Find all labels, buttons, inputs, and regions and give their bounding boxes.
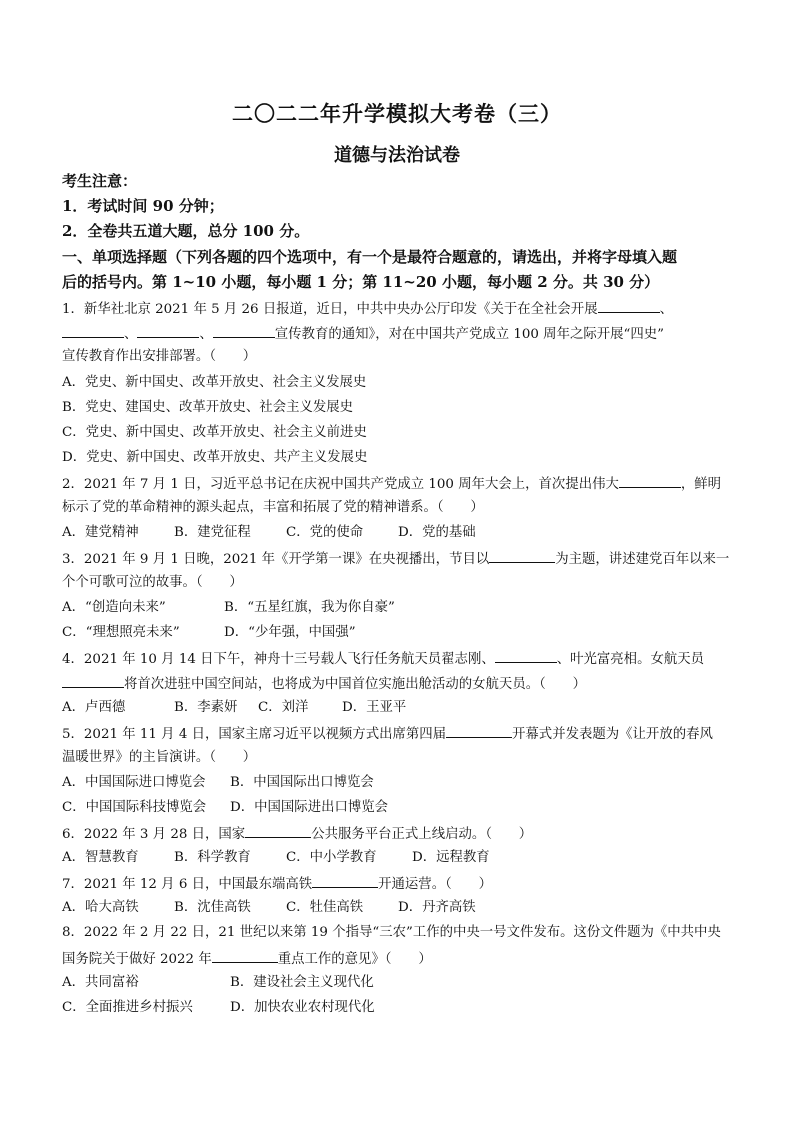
option: C．中小学教育: [286, 850, 377, 865]
options-row: [62, 899, 742, 917]
option: C．牡佳高铁: [286, 900, 364, 915]
option: C．刘洋: [258, 700, 309, 715]
option: C．党的使命: [286, 525, 364, 540]
options-row: [62, 524, 742, 542]
question-5: 5．2021 年 11 月 4 日，国家主席习近平以视频方式出席第四届 开幕式并发表题为《让开放的春风: [62, 724, 742, 744]
option: D．“少年强，中国强”: [224, 625, 356, 640]
question-2-cont: 标示了党的革命精神的源头起点，丰富和拓展了党的精神谱系。（ ）: [62, 500, 484, 515]
option: B．中国国际出口博览会: [230, 775, 374, 790]
option: A．“创造向未来”: [62, 600, 166, 615]
option: C．全面推进乡村振兴: [62, 1000, 193, 1015]
option: D．远程教育: [412, 850, 490, 865]
option: A．党史、新中国史、改革开放史、社会主义发展史: [62, 375, 367, 390]
answer-blank: [212, 949, 278, 963]
option: C．中国国际科技博览会: [62, 800, 207, 815]
option: D．丹齐高铁: [398, 900, 476, 915]
question-1-cont: 、 、 宣传教育的通知》，对在中国共产党成立 100 周年之际开展“四史”: [62, 324, 742, 344]
option: D．党的基础: [398, 525, 476, 540]
question-7: 7．2021 年 12 月 6 日，中国最东端高铁 开通运营。（ ）: [62, 874, 742, 894]
question-2: 2．2021 年 7 月 1 日，习近平总书记在庆祝中国共产党成立 100 周年大会上，首次提出伟大 ，鲜明: [62, 474, 742, 494]
option: D．中国国际进出口博览会: [230, 800, 389, 815]
option: A．建党精神: [62, 525, 139, 540]
option: D．王亚平: [342, 700, 407, 715]
question-1-cont: 宣传教育作出安排部署。（ ）: [62, 349, 257, 364]
answer-blank: [213, 324, 275, 338]
question-4: 4．2021 年 10 月 14 日下午，神舟十三号载人飞行任务航天员翟志刚、 、叶光富亮相。女航天员: [62, 649, 742, 669]
answer-blank: [245, 824, 311, 838]
notice-item: 2．全卷共五道大题，总分 100 分。: [62, 222, 310, 240]
notice-item: 1．考试时间 90 分钟；: [62, 197, 224, 215]
section-heading: 后的括号内。第 1~10 小题，每小题 1 分；第 11~20 小题，每小题 2 分。共 30 分）: [62, 273, 660, 291]
answer-blank: [489, 549, 555, 563]
question-1: 1．新华社北京 2021 年 5 月 26 日报道，近日，中共中央办公厅印发《关于在全社会开展 、: [62, 299, 742, 319]
option: A．哈大高铁: [62, 900, 139, 915]
exam-title: 二〇二二年升学模拟大考卷（三）: [232, 101, 562, 126]
option: B．建设社会主义现代化: [230, 975, 374, 990]
question-3: 3．2021 年 9 月 1 日晚，2021 年《开学第一课》在央视播出，节目以 为主题，讲述建党百年以来一: [62, 549, 742, 569]
option: A．智慧教育: [62, 850, 139, 865]
answer-blank: [62, 674, 124, 688]
question-3-cont: 个个可歌可泣的故事。（ ）: [62, 575, 243, 590]
options-row: [62, 849, 742, 867]
option: B．“五星红旗，我为你自豪”: [224, 600, 395, 615]
option: D．党史、新中国史、改革开放史、共产主义发展史: [62, 450, 368, 465]
question-4-cont: 将首次进驻中国空间站，也将成为中国首位实施出舱活动的女航天员。（ ）: [62, 674, 742, 694]
options-row: [62, 624, 742, 642]
answer-blank: [619, 474, 681, 488]
option: B．党史、建国史、改革开放史、社会主义发展史: [62, 400, 354, 415]
options-row: [62, 699, 742, 717]
option: B．李素妍: [174, 700, 238, 715]
options-row: [62, 799, 742, 817]
question-8-cont: 国务院关于做好 2022 年 重点工作的意见》（ ）: [62, 949, 742, 969]
options-row: [62, 974, 742, 992]
notice-heading: 考生注意：: [62, 172, 138, 190]
answer-blank: [137, 324, 199, 338]
question-5-cont: 温暖世界》的主旨演讲。（ ）: [62, 750, 257, 765]
option: B．科学教育: [174, 850, 251, 865]
exam-subtitle: 道德与法治试卷: [334, 145, 460, 166]
question-8: 8．2022 年 2 月 22 日，21 世纪以来第 19 个指导“三农”工作的中央一号文件发布。这份文件题为《中共中央: [62, 925, 721, 940]
option: B．沈佳高铁: [174, 900, 251, 915]
answer-blank: [62, 324, 124, 338]
options-row: [62, 999, 742, 1017]
section-heading: 一、单项选择题（下列各题的四个选项中，有一个是最符合题意的，请选出，并将字母填入题: [62, 248, 678, 266]
option: B．建党征程: [174, 525, 251, 540]
answer-blank: [312, 874, 378, 888]
option: C．“理想照亮未来”: [62, 625, 180, 640]
answer-blank: [598, 299, 660, 313]
question-6: 6．2022 年 3 月 28 日，国家 公共服务平台正式上线启动。（ ）: [62, 824, 742, 844]
answer-blank: [446, 724, 512, 738]
option: D．加快农业农村现代化: [230, 1000, 375, 1015]
options-row: [62, 599, 742, 617]
answer-blank: [495, 649, 557, 663]
option: C．党史、新中国史、改革开放史、社会主义前进史: [62, 425, 367, 440]
options-row: [62, 774, 742, 792]
option: A．中国国际进口博览会: [62, 775, 206, 790]
option: A．共同富裕: [62, 975, 139, 990]
option: A．卢西德: [62, 700, 126, 715]
